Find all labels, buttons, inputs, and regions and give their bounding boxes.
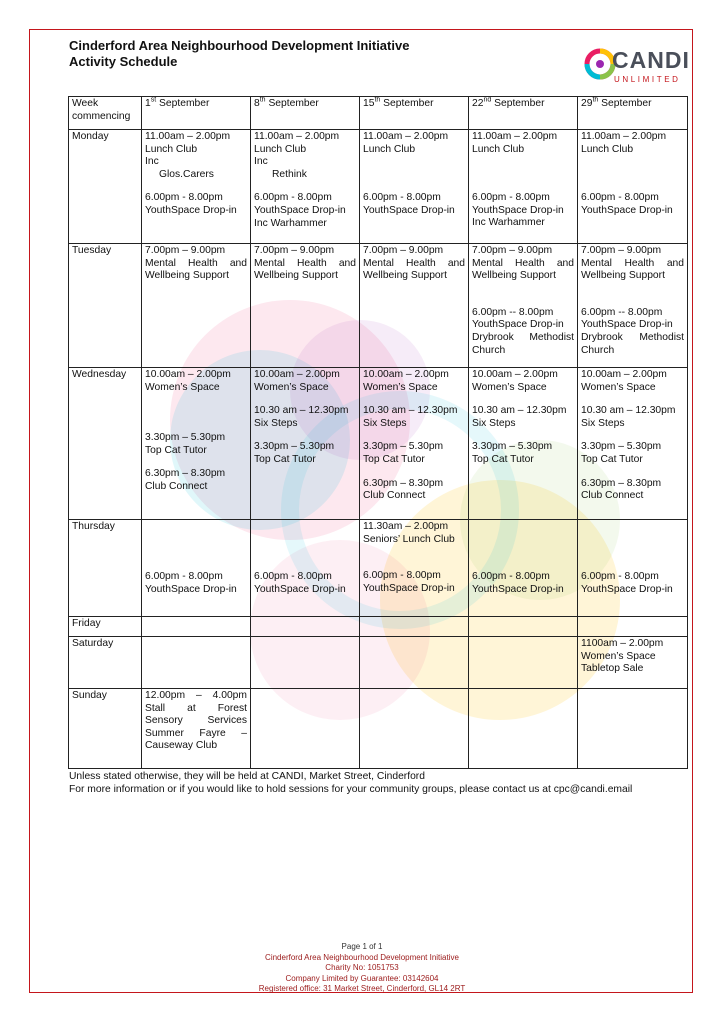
header-week-commencing: Week commencing: [69, 97, 142, 130]
day-label: Monday: [69, 130, 142, 244]
location-note: Unless stated otherwise, they will be held at CANDI, Market Street, Cinderford: [69, 771, 425, 782]
candi-logo: [582, 46, 688, 90]
saturday-week-1: [142, 637, 251, 689]
schedule-notes: [69, 770, 632, 796]
monday-week-1: 11.00am – 2.00pm Lunch Club Inc Glos.Carers 6.00pm - 8.00pm YouthSpace Drop-in: [142, 130, 251, 244]
sunday-week-2: [251, 689, 360, 769]
thursday-week-2: 6.00pm - 8.00pm YouthSpace Drop-in: [251, 520, 360, 617]
sunday-week-3: [360, 689, 469, 769]
tuesday-week-1: 7.00pm – 9.00pm Mental Health and Wellbeing Support: [142, 244, 251, 368]
table-row-thursday: [69, 520, 688, 617]
day-label: Wednesday: [69, 368, 142, 520]
logo-wordmark: CANDI: [612, 47, 690, 73]
thursday-week-1: 6.00pm - 8.00pm YouthSpace Drop-in: [142, 520, 251, 617]
tuesday-week-4: 7.00pm – 9.00pm Mental Health and Wellbeing Support 6.00pm -- 8.00pm YouthSpace Drop-in Drybrook Methodist Church: [469, 244, 578, 368]
monday-week-3: 11.00am – 2.00pm Lunch Club 6.00pm - 8.00pm YouthSpace Drop-in: [360, 130, 469, 244]
table-row-friday: [69, 617, 688, 637]
monday-week-4: 11.00am – 2.00pm Lunch Club 6.00pm - 8.00pm YouthSpace Drop-in Inc Warhammer: [469, 130, 578, 244]
table-row-saturday: [69, 637, 688, 689]
monday-week-5: 11.00am – 2.00pm Lunch Club 6.00pm - 8.00pm YouthSpace Drop-in: [578, 130, 688, 244]
header-week-4: 22nd September: [469, 97, 578, 130]
header-week-5: 29th September: [578, 97, 688, 130]
header-week-1: 1st September: [142, 97, 251, 130]
footer-company: Company Limited by Guarantee: 03142604: [285, 973, 439, 983]
sunday-week-4: [469, 689, 578, 769]
wednesday-week-1: 10.00am – 2.00pm Women’s Space 3.30pm – 5.30pm Top Cat Tutor 6.30pm – 8.30pm Club Connect: [142, 368, 251, 520]
wednesday-week-4: 10.00am – 2.00pm Women’s Space 10.30 am – 12.30pm Six Steps 3.30pm – 5.30pm Top Cat Tutor: [469, 368, 578, 520]
saturday-week-4: [469, 637, 578, 689]
footer-org: Cinderford Area Neighbourhood Development Initiative: [265, 952, 459, 962]
friday-week-4: [469, 617, 578, 637]
footer-charity: Charity No: 1051753: [325, 963, 399, 972]
day-label: Tuesday: [69, 244, 142, 368]
footer-office: Registered office: 31 Market Street, Cinderford, GL14 2RT: [258, 984, 466, 993]
document-title: [69, 38, 409, 70]
title-line-1: Cinderford Area Neighbourhood Development Initiative: [69, 38, 410, 53]
wednesday-week-3: 10.00am – 2.00pm Women’s Space 10.30 am – 12.30pm Six Steps 3.30pm – 5.30pm Top Cat Tutor 6.30pm – 8.30pm Club Connect: [360, 368, 469, 520]
logo-subtitle: UNLIMITED: [614, 75, 681, 84]
tuesday-week-5: 7.00pm – 9.00pm Mental Health and Wellbeing Support 6.00pm -- 8.00pm YouthSpace Drop-in Drybrook Methodist Church: [578, 244, 688, 368]
table-header-row: [69, 97, 688, 130]
wednesday-week-5: 10.00am – 2.00pm Women’s Space 10.30 am – 12.30pm Six Steps 3.30pm – 5.30pm Top Cat Tutor 6.30pm – 8.30pm Club Connect: [578, 368, 688, 520]
activity-schedule-table: [68, 96, 688, 769]
sunday-week-1: 12.00pm – 4.00pm Stall at Forest Sensory Services Summer Fayre – Causeway Club: [142, 689, 251, 769]
friday-week-1: [142, 617, 251, 637]
wednesday-week-2: 10.00am – 2.00pm Women’s Space 10.30 am – 12.30pm Six Steps 3.30pm – 5.30pm Top Cat Tutor: [251, 368, 360, 520]
friday-week-3: [360, 617, 469, 637]
day-label: Sunday: [69, 689, 142, 769]
header-week-2: 8th September: [251, 97, 360, 130]
table-row-wednesday: [69, 368, 688, 520]
saturday-week-2: [251, 637, 360, 689]
day-label: Thursday: [69, 520, 142, 617]
day-label: Saturday: [69, 637, 142, 689]
page-footer: [0, 942, 724, 995]
friday-week-2: [251, 617, 360, 637]
saturday-week-5: 1100am – 2.00pm Women’s Space Tabletop Sale: [578, 637, 688, 689]
monday-week-2: 11.00am – 2.00pm Lunch Club Inc Rethink 6.00pm - 8.00pm YouthSpace Drop-in Inc Warhammer: [251, 130, 360, 244]
table-row-tuesday: [69, 244, 688, 368]
saturday-week-3: [360, 637, 469, 689]
thursday-week-3: 11.30am – 2.00pm Seniors’ Lunch Club 6.00pm - 8.00pm YouthSpace Drop-in: [360, 520, 469, 617]
thursday-week-4: 6.00pm - 8.00pm YouthSpace Drop-in: [469, 520, 578, 617]
table-row-monday: [69, 130, 688, 244]
tuesday-week-2: 7.00pm – 9.00pm Mental Health and Wellbeing Support: [251, 244, 360, 368]
day-label: Friday: [69, 617, 142, 637]
page-number: Page 1 of 1: [341, 942, 383, 951]
thursday-week-5: 6.00pm - 8.00pm YouthSpace Drop-in: [578, 520, 688, 617]
sunday-week-5: [578, 689, 688, 769]
table-row-sunday: [69, 689, 688, 769]
contact-note: For more information or if you would like to hold sessions for your community groups, please contact us at cpc@candi.email: [69, 784, 633, 795]
title-line-2: Activity Schedule: [69, 54, 178, 69]
header-week-3: 15th September: [360, 97, 469, 130]
tuesday-week-3: 7.00pm – 9.00pm Mental Health and Wellbeing Support: [360, 244, 469, 368]
friday-week-5: [578, 617, 688, 637]
